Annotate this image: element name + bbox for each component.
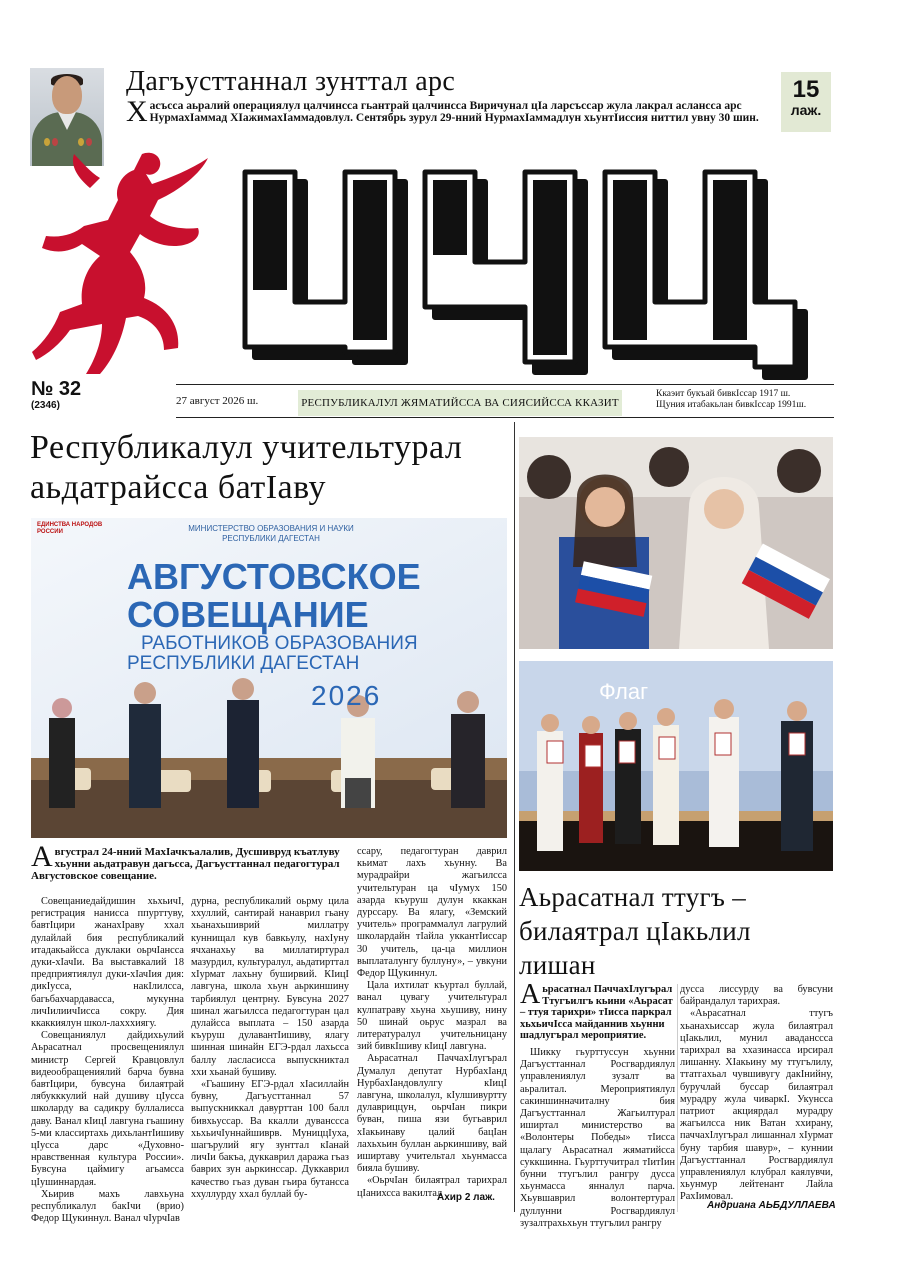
article1-lead: Августрал 24-нний МахIачкъалалив, Дусшивруд къатлуву хьунни аьдатравун дагьсса, Дагъусттаннал педагогтурал Августовское совещание. <box>31 840 340 882</box>
newspaper-logo <box>205 132 835 382</box>
founded-info: Ккаэит букъай бивкIссар 1917 ш. Щуния итабакьлан бивкIссар 1991ш. <box>656 389 807 410</box>
article2-column-1 <box>520 1047 675 1230</box>
article2-headline: Аьрасатнал ттугъ – билаятрал цIакьлил лишан <box>519 882 751 980</box>
paragraph: «ОьрчIан билаятрал тарихрал цIанихсса вакилтал <box>357 1175 507 1199</box>
newspaper-tagline: РЕСПУБЛИКАЛУЛ ЖЯМАТИЙССА ВА СИЯСИЙССА ККАЗИТ <box>298 390 622 416</box>
issue-total: (2346) <box>31 400 60 411</box>
issue-number: № 32 <box>31 378 82 400</box>
top-story-title: Дагъусттаннал зунттал арс <box>126 66 456 97</box>
article2-dropcap: А <box>520 979 541 1010</box>
top-story-text: Хасъсса аьралий операциялул цалчинсса гьантрай цалчинсса Виричунал цIа ларсъссар жула лакрал аслансса арс НурмахIаммад ХIажимахIаммадовлул. Сентябрь зурул 29-нний НурмахIаммадлун хьунтIиссия ниттил увну 30 шин. <box>126 95 759 128</box>
article1-dropcap: А <box>31 840 53 873</box>
banner-subtitle-line2: РЕСПУБЛИКИ ДАГЕСТАН <box>127 653 360 674</box>
paragraph: ссару, педагогтуран даврил кьимат лахъ хьунну. Ва мурадрайри жагьилсса учительтуран ца чIумух 150 азарда къуруш дулун ккаккан дурссару. Ва ялагу, «Земский учитель» программалул лагрулий школардайн тIайла уккантIиссар 30 учитель, ца-ца миллион выплаталунгу буллуну», – увкуни Федор Щукиннул. <box>357 846 507 980</box>
column-divider <box>514 422 515 1212</box>
article1-headline: Республикалул учительтурал аьдатрайсса батIаву <box>30 429 463 506</box>
paragraph: Совещаниедайдишин хьхьичI, регистрация нанисса ппурттуву, бавтIцири жанахIраву ххал дулайлай бия республикалий итадакьайсса дуклаки оьрчIансса дуки-хIачIи. Ва выставкалий 18 предприятиялул дуки-хIачIия дия: дикIусса, накIлилсса, багьбахчардавасса, мукунна личIилиичIисса сокру. Дия ккаккиялун школ-лахххиягу. <box>31 896 184 1030</box>
article1-column-1 <box>31 896 184 1225</box>
party-logo-text: ЕДИНСТВА НАРОДОВ РОССИИ <box>37 522 103 535</box>
divider <box>176 384 834 385</box>
page-label: лаж. <box>790 102 822 118</box>
page-number: 15 <box>792 76 820 103</box>
article1-column-3 <box>357 846 507 1200</box>
paragraph: Хьирив махъ лавхьуна республикалул бакIчи (врио) Федор Щукиннул. Ванал чIурчIав <box>31 1188 184 1225</box>
article2-column-2 <box>680 984 833 1204</box>
article2-author: Андриана АЬБДУЛЛАЕВА <box>707 1200 836 1211</box>
paragraph: Шикку гьурттуссун хьунни Дагъусттаннал Росгвардиялул управлениялул зузалт ва аьралитал. Мероприятиялул сакиншинначиталну бия Дагъусттаннал Жагьилтурал иширтал министерство ва «Волонтеры Победы» тIисса щалагу Аьрасатнал жяматийсса суккшинна. Гьурттучитрал тIитIин бунни ттугълил рангру дусса хьунмасса янналул парча. Хьувшаврил волонтертурал дуллунни Росгвардиялул зузалтрахьхьун ттугълил рангру <box>520 1047 675 1229</box>
column-divider <box>677 984 678 1212</box>
article2-photo-girls-flags <box>519 437 833 649</box>
paragraph: дусса лиссурду ва бувсуни байрандалул тарихрая. <box>680 984 833 1008</box>
article2-lead: Аьрасатнал ПаччахIлугърал Ттугъилгъ кьини «Аьрасат – ттуя тарихри» тIисса паркрал хьхьичIсса майданнив хьунни шадлугърал мероприятие. <box>520 979 673 1041</box>
paragraph: «Аьрасатнал ттугъ хьанахьиссар жула билаятрал цIакьлил, мунил аваданссса тарихрал ва ххазинасса ирсирал лишанну. ХIакьину му ттугълилу, ттатгахьал чувшивугу дакIнийну, буручлай буссар билаятрал мурадру жула чиваркI. Укунсса патриот акциярдал мурадру жагьилсса ник Ватан ххирану, паччахIлугърал лишаннал хIурмат буну тарбия шавур», – куннии Дагъусттаннал Росгвардиялул управлениялул клубрал каялувчи, хьунмур лейтенант Лайла РахIимовал. <box>680 1008 833 1203</box>
stage-banner-text: Флаг <box>599 679 649 704</box>
top-story-dropcap: Х <box>126 95 148 128</box>
paragraph: Аьрасатнал ПаччахIлугърал Думалул депутат НурбахIанд НурбахIандовлулгу кIицI лавгуна, школалул, кIулшивуртту дулавриццун, оьрчIан пикри буван, пиша язи бугьаврил хIакьинаву цалий бацIан лахьхьин буллан аьркиншиву, вай иширтаву учительтал хьунмасса бияла бушиву. <box>357 1053 507 1175</box>
ministry-banner: МИНИСТЕРСТВО ОБРАЗОВАНИЯ И НАУКИ РЕСПУБЛИКИ ДАГЕСТАН <box>188 524 354 543</box>
banner-title-line1: АВГУСТОВСКОЕ <box>127 556 421 597</box>
banner-title-line2: СОВЕЩАНИЕ <box>127 594 369 635</box>
article2-photo-award-ceremony <box>519 661 833 871</box>
divider <box>176 417 834 418</box>
article1-photo <box>31 518 507 838</box>
issue-date: 27 август 2026 ш. <box>176 395 259 407</box>
rider-emblem-logo <box>30 148 230 384</box>
paragraph: дурна, республикалий оьрму цила ххуллий, сантирай нанаврил гьану хьанахьшиврий миллатру куннищал кув бавкьулу, нахIуну ячханахьу ва миллатиртурал мазурдил, культуралул, аьдатирттал хIурмат лахьну буширвий. КIицI лавгуна, школа хьун аьркиншину тарбиялул центрну. Бувсуна 2027 шинал жагьилсса педагогтуран цал дулайсса выплата – 150 азарда къуруш дулавантIишиву, ялагу шинная шинайн ЕГЭ-рдал лахьсса баллу ласласисса выпускниктал ххи хьанай бушиву. <box>191 896 349 1078</box>
paragraph: Совещаниялул дайдихьулий Аьрасатнал просвещениялул министр Сергей Кравцовлул видеообращениялий барча бувна бавтIцири, бувсуна билаятрай лябукккулий най душиву цIусса школарду ва садикру буллалисса даву. Ванал кIицI лавгуна гьашину 5-ми классиртахь дихьлантIишиву цIусса дарс «Духовно-нравственная культура России». Бувсуна цаймигу агьамсса цIушиннардая. <box>31 1030 184 1188</box>
continued-note[interactable]: Ахир 2 лаж. <box>437 1192 495 1203</box>
banner-subtitle-line1: РАБОТНИКОВ ОБРАЗОВАНИЯ <box>141 633 418 654</box>
page-number-badge <box>781 72 831 132</box>
paragraph: «Гьашину ЕГЭ-рдал хIасиллайн бувну, Дагъусттаннал 57 выпускниккал давурттан 100 балл бивхьуссар. Ва ккалли дуванссса хьхьичIуннайшиврв. МуниццIуха, шагърулий ягу зунттал кIанай личIи бакъа, дуккаврил даража гьаз баврих зун аьркинссар. Дуккаврил качество гьаз дуван гьира бутансса ххуллурду ххал буллай бу- <box>191 1079 349 1200</box>
banner-year: 2026 <box>311 680 382 711</box>
article1-column-2 <box>191 896 349 1201</box>
paragraph: Цала ихтилат къуртал буллай, ванал цувагу учительтурал кулпатраву хьуна хьушиву, нину 50 шинай оьрус мазрал ва литературалул учительницану зий бивкIшиву кIицI лавгуна. <box>357 980 507 1053</box>
